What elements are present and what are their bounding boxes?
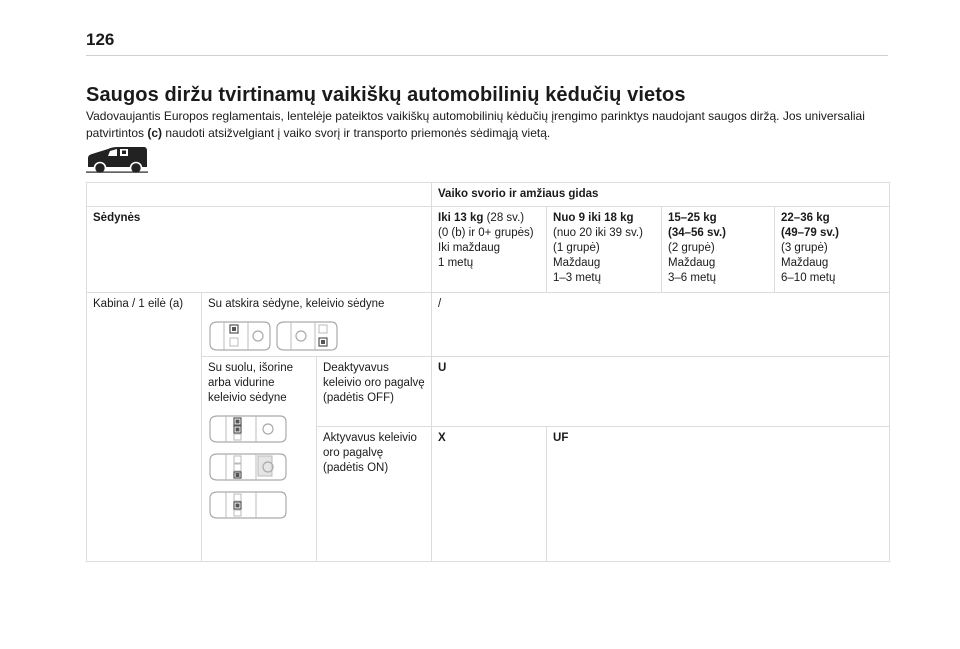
group-0-line: Iki maždaug: [438, 242, 501, 254]
page-number: 126: [86, 30, 115, 49]
group-0-cell: [432, 207, 547, 293]
guide-header: Vaiko svorio ir amžiaus gidas: [432, 183, 890, 207]
group-2-line: 3–6 metų: [668, 272, 716, 284]
header-divider: [86, 55, 888, 56]
intro-paragraph: [86, 108, 876, 142]
airbag-on-value-group-0: X: [432, 427, 547, 562]
intro-text-1: Vadovaujantis Europos reglamentais, lentelėje pateiktos vaikiškų automobilinių kėdučių įrengimo parinktys naudojant saugos diržą. Jos universaliai patvirtintos: [86, 109, 865, 140]
group-3-line: 6–10 metų: [781, 272, 836, 284]
separate-seat-value: /: [432, 293, 890, 357]
intro-text-2: naudoti atsižvelgiant į vaiko svorį ir transporto priemonės sėdimąją vietą.: [162, 126, 551, 140]
group-1-line: Maždaug: [553, 257, 601, 269]
group-1-line: 1–3 metų: [553, 272, 601, 284]
airbag-on-value-groups-1-3: UF: [547, 427, 890, 562]
group-2-line: (2 grupė): [668, 242, 715, 254]
seat-layout-icon: [208, 452, 288, 482]
group-2-weight-lb: (34–56 sv.): [668, 227, 726, 239]
group-1-line: (1 grupė): [553, 242, 600, 254]
airbag-on-label: Aktyvavus keleivio oro pagalvę (padėtis ON): [317, 427, 432, 562]
cabin-label: Kabina / 1 eilė (a): [87, 293, 202, 562]
separate-seat-cell: [202, 293, 432, 357]
group-0-weight-lb: (28 sv.): [483, 212, 525, 224]
group-1-weight: Nuo 9 iki 18 kg: [553, 212, 634, 224]
group-0-line: (0 (b) ir 0+ grupės): [438, 227, 534, 239]
seat-layout-icon: [275, 320, 339, 352]
child-seat-table: [86, 182, 890, 562]
group-3-line: (3 grupė): [781, 242, 828, 254]
seats-label: Sėdynės: [87, 207, 432, 293]
group-2-weight: 15–25 kg: [668, 212, 717, 224]
group-3-weight: 22–36 kg: [781, 212, 830, 224]
bench-label: Su suolu, išorine arba vidurine keleivio sėdyne: [208, 362, 294, 404]
header-empty-cell: [87, 183, 432, 207]
group-0-line: 1 metų: [438, 257, 474, 269]
group-2-cell: [662, 207, 775, 293]
group-3-cell: [775, 207, 890, 293]
intro-bold-ref: (c): [147, 126, 163, 140]
separate-seat-label: Su atskira sėdyne, keleivio sėdyne: [208, 298, 385, 310]
seat-layout-icon: [208, 414, 288, 444]
group-3-line: Maždaug: [781, 257, 829, 269]
page-title: Saugos diržu tvirtinamų vaikiškų automobilinių kėdučių vietos: [86, 84, 686, 106]
seat-layout-icon: [208, 320, 272, 352]
seat-layout-icon: [208, 490, 288, 520]
group-0-weight: Iki 13 kg: [438, 212, 484, 224]
group-3-weight-lb: (49–79 sv.): [781, 227, 839, 239]
airbag-off-label: Deaktyvavus keleivio oro pagalvę (padėtis OFF): [317, 357, 432, 427]
group-1-cell: [547, 207, 662, 293]
van-icon: [86, 145, 148, 175]
airbag-off-value: U: [432, 357, 890, 427]
group-2-line: Maždaug: [668, 257, 716, 269]
group-1-line: (nuo 20 iki 39 sv.): [553, 227, 643, 239]
bench-cell: [202, 357, 317, 562]
